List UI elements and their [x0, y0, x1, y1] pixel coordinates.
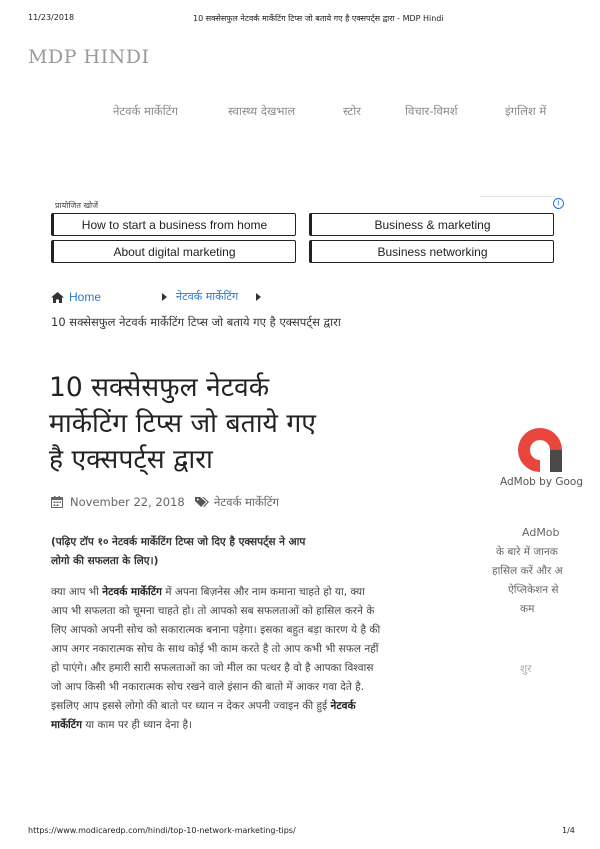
- ad-search-button[interactable]: How to start a business from home: [51, 213, 296, 236]
- breadcrumb-category-link[interactable]: नेटवर्क मार्केटिंग: [176, 290, 239, 303]
- main-nav: [0, 104, 600, 124]
- ad-divider: [480, 196, 554, 197]
- sidebar-ad-line: हासिल करें और अ: [492, 565, 563, 577]
- sidebar-ad-start-button[interactable]: शुर: [520, 663, 532, 675]
- ad-search-button[interactable]: Business & marketing: [309, 213, 554, 236]
- article-title: [49, 370, 389, 478]
- body-text: या काम पर ही ध्यान देना है।: [82, 719, 193, 731]
- chevron-right-icon: [256, 293, 261, 301]
- ad-search-button[interactable]: Business networking: [309, 240, 554, 263]
- post-category-link[interactable]: नेटवर्क मार्केटिंग: [214, 495, 279, 509]
- admob-by-label: AdMob by Goog: [500, 476, 584, 488]
- intro-line: लोगो की सफलता के लिए।): [51, 555, 159, 567]
- article-body: [51, 583, 381, 735]
- sponsored-label: प्रायोजित खोजें: [55, 201, 98, 210]
- article-intro: [51, 533, 376, 571]
- print-date: 11/23/2018: [28, 13, 75, 22]
- sidebar-ad-line: कम: [520, 603, 535, 615]
- site-logo[interactable]: MDP HINDI: [28, 46, 150, 68]
- intro-line: (पढ़िए टॉप १० नेटवर्क मार्केटिंग टिप्स जो दिए है एक्सपर्ट्स ने आप: [51, 536, 306, 548]
- title-line: है एक्सपर्ट्स द्वारा: [49, 444, 213, 475]
- home-icon: [51, 292, 64, 306]
- footer-url: https://www.modicaredp.com/hindi/top-10-network-marketing-tips/: [28, 826, 296, 835]
- title-line: 10 सक्सेसफुल नेटवर्क: [49, 372, 270, 403]
- tags-icon: [195, 496, 209, 511]
- page-number: 1/4: [562, 826, 575, 835]
- ad-info-icon[interactable]: i: [553, 198, 564, 209]
- nav-item-discussion[interactable]: विचार-विमर्श: [405, 104, 458, 118]
- print-page-title: 10 सक्सेसफुल नेटवर्क मार्केटिंग टिप्स जो बताये गए है एक्सपर्ट्स द्वारा - MDP Hindi: [193, 14, 444, 23]
- nav-item-english[interactable]: इंगलिश में: [505, 104, 547, 118]
- body-bold-link: नेटवर्क मार्केटिंग: [102, 586, 162, 598]
- calendar-icon: [51, 496, 63, 511]
- admob-logo-icon[interactable]: [518, 428, 566, 476]
- chevron-right-icon: [162, 293, 167, 301]
- ad-search-button[interactable]: About digital marketing: [51, 240, 296, 263]
- sidebar-ad-line: के बारे में जानक: [496, 546, 558, 558]
- title-line: मार्केटिंग टिप्स जो बताये गए: [49, 408, 316, 439]
- breadcrumb-current: 10 सक्सेसफुल नेटवर्क मार्केटिंग टिप्स जो बताये गए है एक्सपर्ट्स द्वारा: [51, 315, 341, 329]
- sidebar-ad-line: ऐप्लिकेशन से: [508, 584, 559, 596]
- sidebar-ad-title[interactable]: AdMob: [522, 526, 560, 539]
- nav-item-network-marketing[interactable]: नेटवर्क मार्केटिंग: [113, 104, 178, 118]
- body-text: में अपना बिज़नेस और नाम कमाना चाहते हो या, क्या आप भी सफलता को चूमना चाहते हो। तो आपको सब सफलताओं को हासिल करने के लिए आपको अपनी सोच को सकारात्मक बनाना पड़ेगा। इसका बहुत बड़ा कारण ये है की आप अगर नकारात्मक सोच के साथ कोई भी काम करते है तो आप कभी भी सफल नहीं हो पाएंगे। और हमारी सारी सफलताओं का जो मील का पत्थर है वो है आपका विश्वास जो आप किसी भी नकारात्मक सोच रखने वाले इंसान की बातो में आकर गवा देते है. इसलिए आप इससे लोगो की बातो पर ध्यान न देकर अपनी ज्वाइन की हुई: [51, 586, 381, 712]
- body-bold-link: नेटवर्क मार्केटिंग: [51, 700, 356, 731]
- nav-item-health-care[interactable]: स्वास्थ्य देखभाल: [228, 104, 296, 118]
- breadcrumb-home-link[interactable]: Home: [69, 290, 102, 304]
- post-date: November 22, 2018: [70, 495, 185, 509]
- body-text: क्या आप भी: [51, 586, 103, 598]
- nav-item-store[interactable]: स्टोर: [343, 104, 361, 118]
